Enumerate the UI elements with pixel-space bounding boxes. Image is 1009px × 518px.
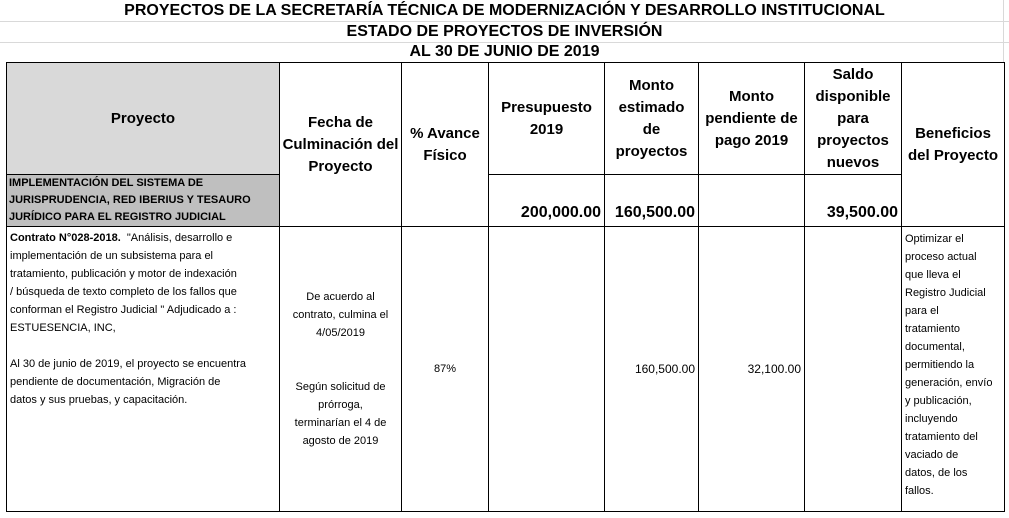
project-name-line: IMPLEMENTACIÓN DEL SISTEMA DE [9, 177, 204, 189]
header-label: Monto [629, 76, 674, 94]
beneficios-line: generación, envío [905, 377, 993, 389]
contract-label: Contrato N°028-2018. [10, 232, 121, 244]
contract-desc-line: "Análisis, desarrollo e [126, 232, 233, 244]
header-label: Presupuesto [501, 98, 592, 116]
contract-desc-line: conforman el Registro Judicial " Adjudicado a : [10, 304, 237, 316]
header-label: 2019 [529, 120, 564, 138]
beneficios-line: vaciado de [905, 449, 959, 461]
header-label: Monto [729, 87, 774, 105]
fecha-line: 4/05/2019 [316, 327, 365, 339]
project-name-line: JURÍDICO PARA EL REGISTRO JUDICIAL [9, 211, 226, 223]
contract-saldo-cell [805, 227, 902, 512]
project-monto-pendiente [699, 175, 805, 227]
fecha-line: prórroga, [318, 399, 363, 411]
contract-desc-line: ESTUESENCIA, INC, [10, 322, 116, 334]
beneficios-line: permitiendo la [905, 359, 975, 371]
beneficios-line: y publicación, [905, 395, 972, 407]
header-label: para [837, 109, 869, 127]
header-label: proyectos [615, 142, 688, 160]
contract-desc-line: / búsqueda de texto completo de los fallos que [10, 286, 237, 298]
col-header-presupuesto [489, 63, 605, 175]
fecha-line: terminarían el 4 de [294, 417, 387, 429]
beneficios-line: proceso actual [905, 251, 977, 263]
beneficios-line: tratamiento [905, 323, 961, 335]
col-header-proyecto [7, 63, 280, 175]
col-header-monto-pendiente [699, 63, 805, 175]
header-label: pendiente de [705, 109, 798, 127]
project-row [7, 175, 1005, 227]
contract-monto-estimado-cell: 160,500.00 [605, 227, 699, 512]
header-label: Fecha de [307, 113, 374, 131]
col-header-fecha [280, 63, 402, 227]
header-label: del Proyecto [907, 146, 999, 164]
fecha-line: De acuerdo al [306, 291, 375, 303]
project-presupuesto: 200,000.00 [489, 175, 605, 227]
header-label: Proyecto [110, 109, 176, 127]
header-label: % Avance [410, 124, 480, 142]
fecha-line: contrato, culmina el [292, 309, 389, 321]
contract-description-cell [7, 227, 280, 512]
header-label: pago 2019 [714, 131, 789, 149]
beneficios-line: incluyendo [905, 413, 958, 425]
contract-desc-line: pendiente de documentación, Migración de [10, 376, 221, 388]
header-label: Proyecto [308, 157, 373, 175]
beneficios-line: que lleva el [905, 269, 961, 281]
col-header-saldo [805, 63, 902, 175]
contract-avance-cell: 87% [402, 227, 489, 512]
header-row [7, 63, 1005, 175]
contract-presupuesto-cell [489, 227, 605, 512]
page-title: PROYECTOS DE LA SECRETARÍA TÉCNICA DE MODERNIZACIÓN Y DESARROLLO INSTITUCIONAL [124, 2, 885, 19]
contract-desc-line: implementación de un subsistema para el [10, 250, 214, 262]
contract-desc-line: Al 30 de junio de 2019, el proyecto se encuentra [10, 358, 247, 370]
col-header-beneficios [902, 63, 1005, 227]
contract-monto-pendiente-cell: 32,100.00 [699, 227, 805, 512]
col-header-monto-estimado [605, 63, 699, 175]
header-label: Beneficios [915, 124, 991, 142]
project-monto-estimado: 160,500.00 [605, 175, 699, 227]
contract-fecha-cell [280, 227, 402, 512]
project-name-cell [7, 175, 280, 227]
beneficios-line: para el [905, 305, 939, 317]
beneficios-line: datos, de los [905, 467, 968, 479]
beneficios-line: Optimizar el [905, 233, 964, 245]
header-label: nuevos [826, 153, 880, 171]
fecha-line [280, 342, 401, 360]
header-label: estimado [618, 98, 685, 116]
page-subtitle: ESTADO DE PROYECTOS DE INVERSIÓN [346, 23, 663, 40]
contract-desc-line: datos y sus pruebas, y capacitación. [10, 394, 188, 406]
beneficios-line: Registro Judicial [905, 287, 986, 299]
header-label: Culminación del [282, 135, 399, 153]
project-name-line: JURISPRUDENCIA, RED IBERIUS Y TESAURO [9, 194, 251, 206]
header-label: de [642, 120, 661, 138]
projects-table [6, 62, 1005, 512]
beneficios-line: fallos. [905, 485, 934, 497]
project-saldo: 39,500.00 [805, 175, 902, 227]
header-label: Saldo [832, 65, 874, 83]
col-header-avance [402, 63, 489, 227]
header-label: Físico [423, 146, 467, 164]
header-label: proyectos [817, 131, 889, 149]
contract-desc-line [10, 337, 276, 355]
contract-desc-line: tratamiento, publicación y motor de indexación [10, 268, 237, 280]
fecha-line: Según solicitud de [295, 381, 386, 393]
beneficios-line: tratamiento del [905, 431, 978, 443]
header-label: disponible [815, 87, 891, 105]
beneficios-line: documental, [905, 341, 965, 353]
contract-beneficios-cell [902, 227, 1005, 512]
fecha-line [280, 360, 401, 378]
contract-row [7, 227, 1005, 512]
fecha-line: agosto de 2019 [302, 435, 379, 447]
page-date-line: AL 30 DE JUNIO DE 2019 [409, 43, 600, 60]
